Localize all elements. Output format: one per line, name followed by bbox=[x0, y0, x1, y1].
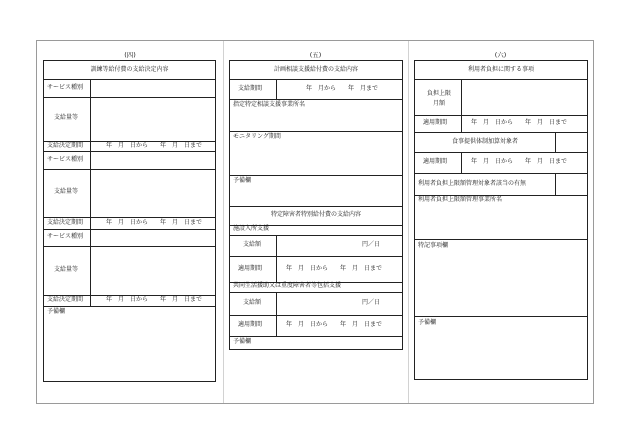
section-5-heading: (五) bbox=[309, 51, 322, 59]
decision-period-value: 年 月 日から 年 月 日まで bbox=[106, 296, 203, 303]
limit-management-label: 利用者負担上限額管理対象者該当の有無 bbox=[418, 180, 527, 187]
table-title-row bbox=[44, 61, 215, 80]
table-title: 計画相談支援給付費の支給内容 bbox=[273, 66, 358, 73]
monthly-limit-row bbox=[415, 79, 587, 116]
benefit-certificate-sheet bbox=[36, 40, 594, 404]
payment-period-label: 支給期間 bbox=[238, 85, 263, 92]
table-title-row bbox=[230, 61, 402, 80]
remarks-label: 予備欄 bbox=[233, 338, 252, 345]
monthly-limit-label: 負担上限 月額 bbox=[427, 90, 452, 107]
remarks-row bbox=[44, 306, 215, 381]
amount-label: 支給額 bbox=[243, 241, 262, 248]
limit-management-office-label: 利用者負担上限額管理事業所名 bbox=[418, 196, 503, 203]
group-living-label: 共同生活援助又は重度障害者等包括支援 bbox=[233, 282, 342, 289]
amount-row bbox=[230, 292, 402, 316]
service-type-label: サービス種別 bbox=[47, 156, 84, 163]
amount-label: 支給量等 bbox=[54, 266, 79, 273]
remarks-row bbox=[230, 175, 402, 207]
service-type-row bbox=[44, 79, 215, 98]
applicable-period-label: 適用期間 bbox=[423, 158, 448, 165]
decision-period-value: 年 月 日から 年 月 日まで bbox=[106, 142, 203, 149]
section-5 bbox=[223, 41, 408, 403]
section-4 bbox=[37, 41, 223, 403]
applicable-period-label: 適用期間 bbox=[238, 265, 263, 272]
section-6-heading: (六) bbox=[494, 51, 507, 59]
remarks-label: 予備欄 bbox=[418, 319, 437, 326]
remarks-label: 予備欄 bbox=[233, 177, 252, 184]
amount-row bbox=[44, 97, 215, 142]
provider-row bbox=[230, 99, 402, 132]
special-benefit-title: 特定障害者特別給付費の支給内容 bbox=[270, 211, 361, 218]
applicable-period-value: 年 月 日から 年 月 日まで bbox=[286, 321, 383, 328]
user-burden-table bbox=[414, 60, 588, 380]
amount-row bbox=[230, 235, 402, 257]
special-benefit-title-row bbox=[230, 206, 402, 226]
table-title: 利用者負担に関する事項 bbox=[467, 66, 534, 73]
facility-support-label: 施設入所支援 bbox=[233, 225, 270, 232]
payment-period-row bbox=[230, 79, 402, 100]
amount-row bbox=[44, 169, 215, 218]
plan-consultation-table bbox=[229, 60, 403, 350]
section-4-heading: (四) bbox=[124, 51, 136, 59]
section-6 bbox=[408, 41, 593, 403]
service-type-row bbox=[44, 229, 215, 247]
meal-addition-label: 食事提供体制加算対象者 bbox=[451, 138, 518, 145]
special-notes-label: 特記事項欄 bbox=[418, 242, 449, 249]
decision-period-value: 年 月 日から 年 月 日まで bbox=[106, 219, 203, 226]
amount-unit: 円／日 bbox=[362, 299, 381, 306]
training-benefit-table bbox=[43, 60, 216, 382]
amount-label: 支給額 bbox=[243, 299, 262, 306]
payment-period-value: 年 月から 年 月まで bbox=[306, 85, 379, 92]
applicable-period-label: 適用期間 bbox=[238, 321, 263, 328]
applicable-period-label: 適用期間 bbox=[423, 119, 448, 126]
applicable-period-row bbox=[415, 115, 587, 133]
amount-unit: 円／日 bbox=[362, 241, 381, 248]
table-title: 訓練等給付費の支給決定内容 bbox=[90, 66, 169, 73]
remarks-row bbox=[415, 316, 587, 379]
applicable-period-value: 年 月 日から 年 月 日まで bbox=[286, 265, 383, 272]
applicable-period-value: 年 月 日から 年 月 日まで bbox=[471, 158, 568, 165]
monitoring-row bbox=[230, 131, 402, 176]
applicable-period-row bbox=[230, 315, 402, 337]
meal-addition-row bbox=[415, 132, 587, 153]
amount-label: 支給量等 bbox=[54, 188, 79, 195]
service-type-label: サービス種別 bbox=[47, 84, 84, 91]
applicable-period-row bbox=[230, 256, 402, 283]
remarks-row bbox=[230, 336, 402, 349]
table-title-row bbox=[415, 61, 587, 80]
decision-period-label: 支給決定期間 bbox=[47, 219, 84, 226]
service-type-row bbox=[44, 151, 215, 170]
amount-row bbox=[44, 246, 215, 296]
remarks-label: 予備欄 bbox=[47, 308, 66, 315]
monitoring-label: モニタリング期間 bbox=[233, 133, 281, 140]
applicable-period-value: 年 月 日から 年 月 日まで bbox=[471, 119, 568, 126]
applicable-period-row bbox=[415, 152, 587, 174]
special-notes-row bbox=[415, 239, 587, 317]
limit-management-row bbox=[415, 173, 587, 196]
decision-period-label: 支給決定期間 bbox=[47, 142, 84, 149]
decision-period-label: 支給決定期間 bbox=[47, 296, 84, 303]
limit-management-office-row bbox=[415, 195, 587, 240]
service-type-label: サービス種別 bbox=[47, 233, 84, 240]
provider-label: 指定特定相談支援事業所名 bbox=[233, 101, 306, 108]
amount-label: 支給量等 bbox=[54, 114, 79, 121]
